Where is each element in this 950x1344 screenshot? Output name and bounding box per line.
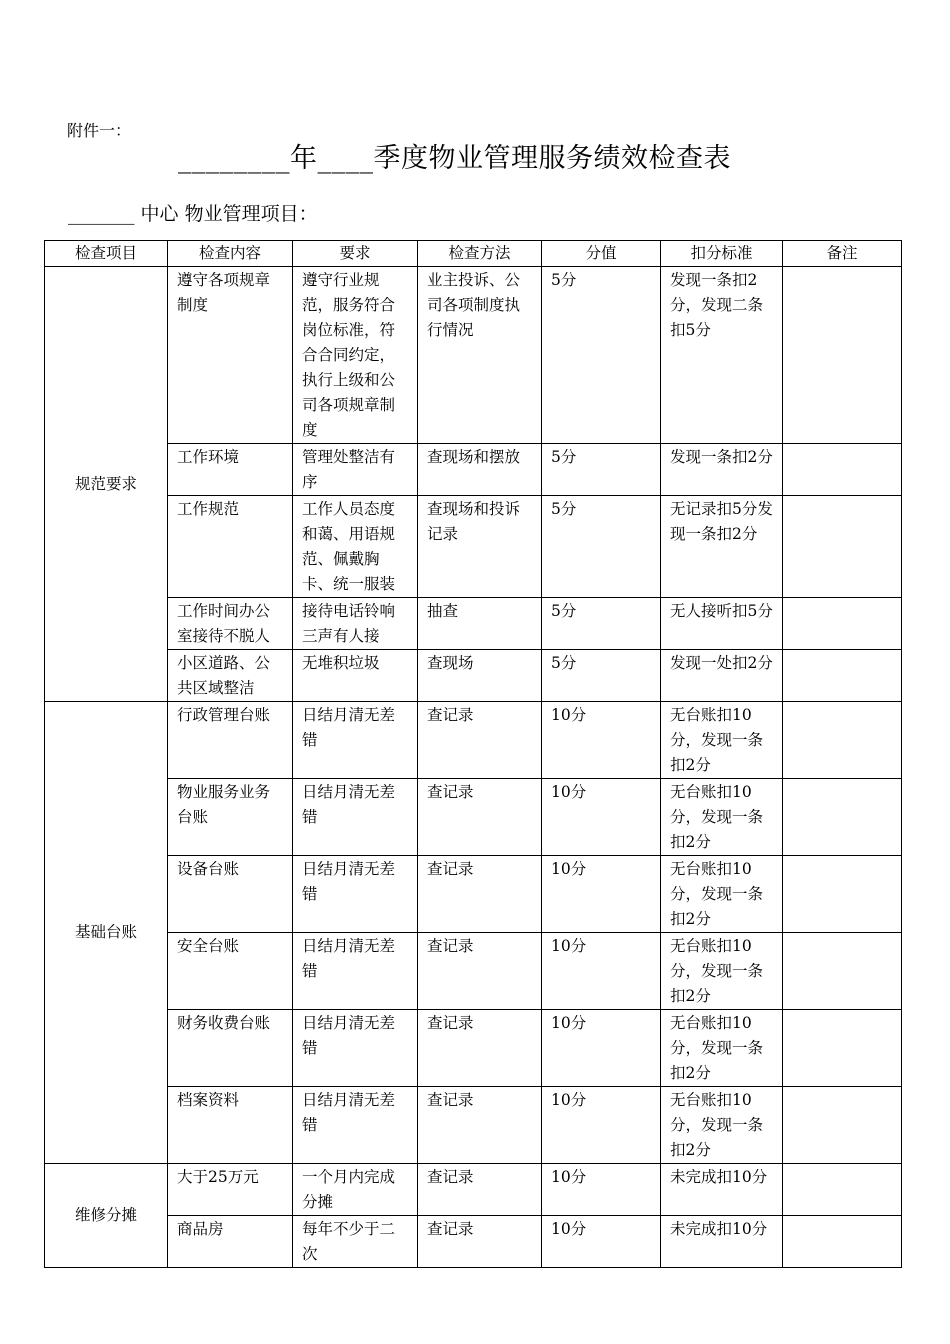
deduction-standard-cell: 无台账扣10分，发现一条扣2分 bbox=[661, 856, 783, 933]
table-row bbox=[45, 779, 902, 856]
header-requirement: 要求 bbox=[293, 241, 418, 267]
inspection-method-cell: 抽查 bbox=[418, 598, 542, 650]
deduction-standard-cell: 无人接听扣5分 bbox=[661, 598, 783, 650]
deduction-standard-cell: 无台账扣10分，发现一条扣2分 bbox=[661, 779, 783, 856]
inspection-content-cell: 行政管理台账 bbox=[168, 702, 293, 779]
score-value-cell: 10分 bbox=[542, 1164, 661, 1216]
inspection-method-cell: 查记录 bbox=[418, 779, 542, 856]
header-item: 检查项目 bbox=[45, 241, 168, 267]
inspection-content-cell: 工作规范 bbox=[168, 496, 293, 598]
score-value-cell: 5分 bbox=[542, 267, 661, 444]
deduction-standard-cell: 发现一条扣2分，发现二条扣5分 bbox=[661, 267, 783, 444]
table-row bbox=[45, 650, 902, 702]
inspection-method-cell: 业主投诉、公司各项制度执行情况 bbox=[418, 267, 542, 444]
table-row bbox=[45, 598, 902, 650]
inspection-content-cell: 大于25万元 bbox=[168, 1164, 293, 1216]
inspection-content-cell: 安全台账 bbox=[168, 933, 293, 1010]
score-value-cell: 5分 bbox=[542, 650, 661, 702]
requirement-cell: 日结月清无差错 bbox=[293, 1087, 418, 1164]
requirement-cell: 遵守行业规范，服务符合岗位标准，符合合同约定，执行上级和公司各项规章制度 bbox=[293, 267, 418, 444]
requirement-cell: 日结月清无差错 bbox=[293, 933, 418, 1010]
table-row bbox=[45, 856, 902, 933]
score-value-cell: 10分 bbox=[542, 933, 661, 1010]
requirement-cell: 一个月内完成分摊 bbox=[293, 1164, 418, 1216]
category-cell: 维修分摊 bbox=[45, 1164, 168, 1268]
inspection-content-cell: 物业服务业务台账 bbox=[168, 779, 293, 856]
page-title: ________年____季度物业管理服务绩效检查表 bbox=[178, 143, 731, 174]
score-value-cell: 5分 bbox=[542, 496, 661, 598]
table-row bbox=[45, 1087, 902, 1164]
header-score: 分值 bbox=[542, 241, 661, 267]
score-value-cell: 10分 bbox=[542, 702, 661, 779]
requirement-cell: 管理处整洁有序 bbox=[293, 444, 418, 496]
score-value-cell: 10分 bbox=[542, 1087, 661, 1164]
requirement-cell: 日结月清无差错 bbox=[293, 779, 418, 856]
requirement-cell: 接待电话铃响三声有人接 bbox=[293, 598, 418, 650]
category-cell: 基础台账 bbox=[45, 702, 168, 1164]
inspection-content-cell: 商品房 bbox=[168, 1216, 293, 1268]
inspection-method-cell: 查现场和投诉记录 bbox=[418, 496, 542, 598]
deduction-standard-cell: 无台账扣10分，发现一条扣2分 bbox=[661, 1087, 783, 1164]
inspection-method-cell: 查记录 bbox=[418, 1087, 542, 1164]
score-value-cell: 5分 bbox=[542, 444, 661, 496]
inspection-method-cell: 查现场和摆放 bbox=[418, 444, 542, 496]
remark-cell bbox=[783, 598, 902, 650]
inspection-content-cell: 档案资料 bbox=[168, 1087, 293, 1164]
remark-cell bbox=[783, 856, 902, 933]
requirement-cell: 日结月清无差错 bbox=[293, 856, 418, 933]
deduction-standard-cell: 无记录扣5分发现一条扣2分 bbox=[661, 496, 783, 598]
table-row bbox=[45, 702, 902, 779]
requirement-cell: 无堆积垃圾 bbox=[293, 650, 418, 702]
requirement-cell: 每年不少于二次 bbox=[293, 1216, 418, 1268]
header-note: 备注 bbox=[783, 241, 902, 267]
header-content: 检查内容 bbox=[168, 241, 293, 267]
table-row bbox=[45, 1010, 902, 1087]
deduction-standard-cell: 无台账扣10分，发现一条扣2分 bbox=[661, 702, 783, 779]
inspection-method-cell: 查记录 bbox=[418, 1164, 542, 1216]
inspection-content-cell: 设备台账 bbox=[168, 856, 293, 933]
inspection-method-cell: 查记录 bbox=[418, 856, 542, 933]
deduction-standard-cell: 未完成扣10分 bbox=[661, 1164, 783, 1216]
score-value-cell: 10分 bbox=[542, 779, 661, 856]
score-value-cell: 10分 bbox=[542, 1010, 661, 1087]
score-value-cell: 5分 bbox=[542, 598, 661, 650]
inspection-content-cell: 工作时间办公室接待不脱人 bbox=[168, 598, 293, 650]
inspection-method-cell: 查记录 bbox=[418, 1216, 542, 1268]
remark-cell bbox=[783, 496, 902, 598]
remark-cell bbox=[783, 1216, 902, 1268]
remark-cell bbox=[783, 1087, 902, 1164]
deduction-standard-cell: 发现一处扣2分 bbox=[661, 650, 783, 702]
table-row bbox=[45, 444, 902, 496]
table-row bbox=[45, 1216, 902, 1268]
inspection-content-cell: 小区道路、公共区域整洁 bbox=[168, 650, 293, 702]
inspection-method-cell: 查现场 bbox=[418, 650, 542, 702]
inspection-method-cell: 查记录 bbox=[418, 1010, 542, 1087]
attachment-label: 附件一： bbox=[67, 121, 132, 140]
remark-cell bbox=[783, 267, 902, 444]
center-project-line: _______ 中心 物业管理项目： bbox=[68, 203, 318, 225]
deduction-standard-cell: 发现一条扣2分 bbox=[661, 444, 783, 496]
category-cell: 规范要求 bbox=[45, 267, 168, 702]
table-row bbox=[45, 1164, 902, 1216]
inspection-content-cell: 工作环境 bbox=[168, 444, 293, 496]
remark-cell bbox=[783, 702, 902, 779]
requirement-cell: 日结月清无差错 bbox=[293, 1010, 418, 1087]
deduction-standard-cell: 无台账扣10分，发现一条扣2分 bbox=[661, 1010, 783, 1087]
header-method: 检查方法 bbox=[418, 241, 542, 267]
remark-cell bbox=[783, 933, 902, 1010]
inspection-content-cell: 遵守各项规章制度 bbox=[168, 267, 293, 444]
remark-cell bbox=[783, 1164, 902, 1216]
requirement-cell: 日结月清无差错 bbox=[293, 702, 418, 779]
header-deduction: 扣分标准 bbox=[661, 241, 783, 267]
remark-cell bbox=[783, 650, 902, 702]
remark-cell bbox=[783, 779, 902, 856]
remark-cell bbox=[783, 1010, 902, 1087]
inspection-method-cell: 查记录 bbox=[418, 702, 542, 779]
table-row bbox=[45, 933, 902, 1010]
inspection-method-cell: 查记录 bbox=[418, 933, 542, 1010]
table-row bbox=[45, 267, 902, 444]
table-header-row bbox=[45, 241, 902, 267]
table-row bbox=[45, 496, 902, 598]
remark-cell bbox=[783, 444, 902, 496]
score-value-cell: 10分 bbox=[542, 1216, 661, 1268]
requirement-cell: 工作人员态度和蔼、用语规范、佩戴胸卡、统一服装 bbox=[293, 496, 418, 598]
inspection-content-cell: 财务收费台账 bbox=[168, 1010, 293, 1087]
deduction-standard-cell: 无台账扣10分，发现一条扣2分 bbox=[661, 933, 783, 1010]
score-value-cell: 10分 bbox=[542, 856, 661, 933]
deduction-standard-cell: 未完成扣10分 bbox=[661, 1216, 783, 1268]
inspection-table bbox=[44, 240, 902, 1268]
